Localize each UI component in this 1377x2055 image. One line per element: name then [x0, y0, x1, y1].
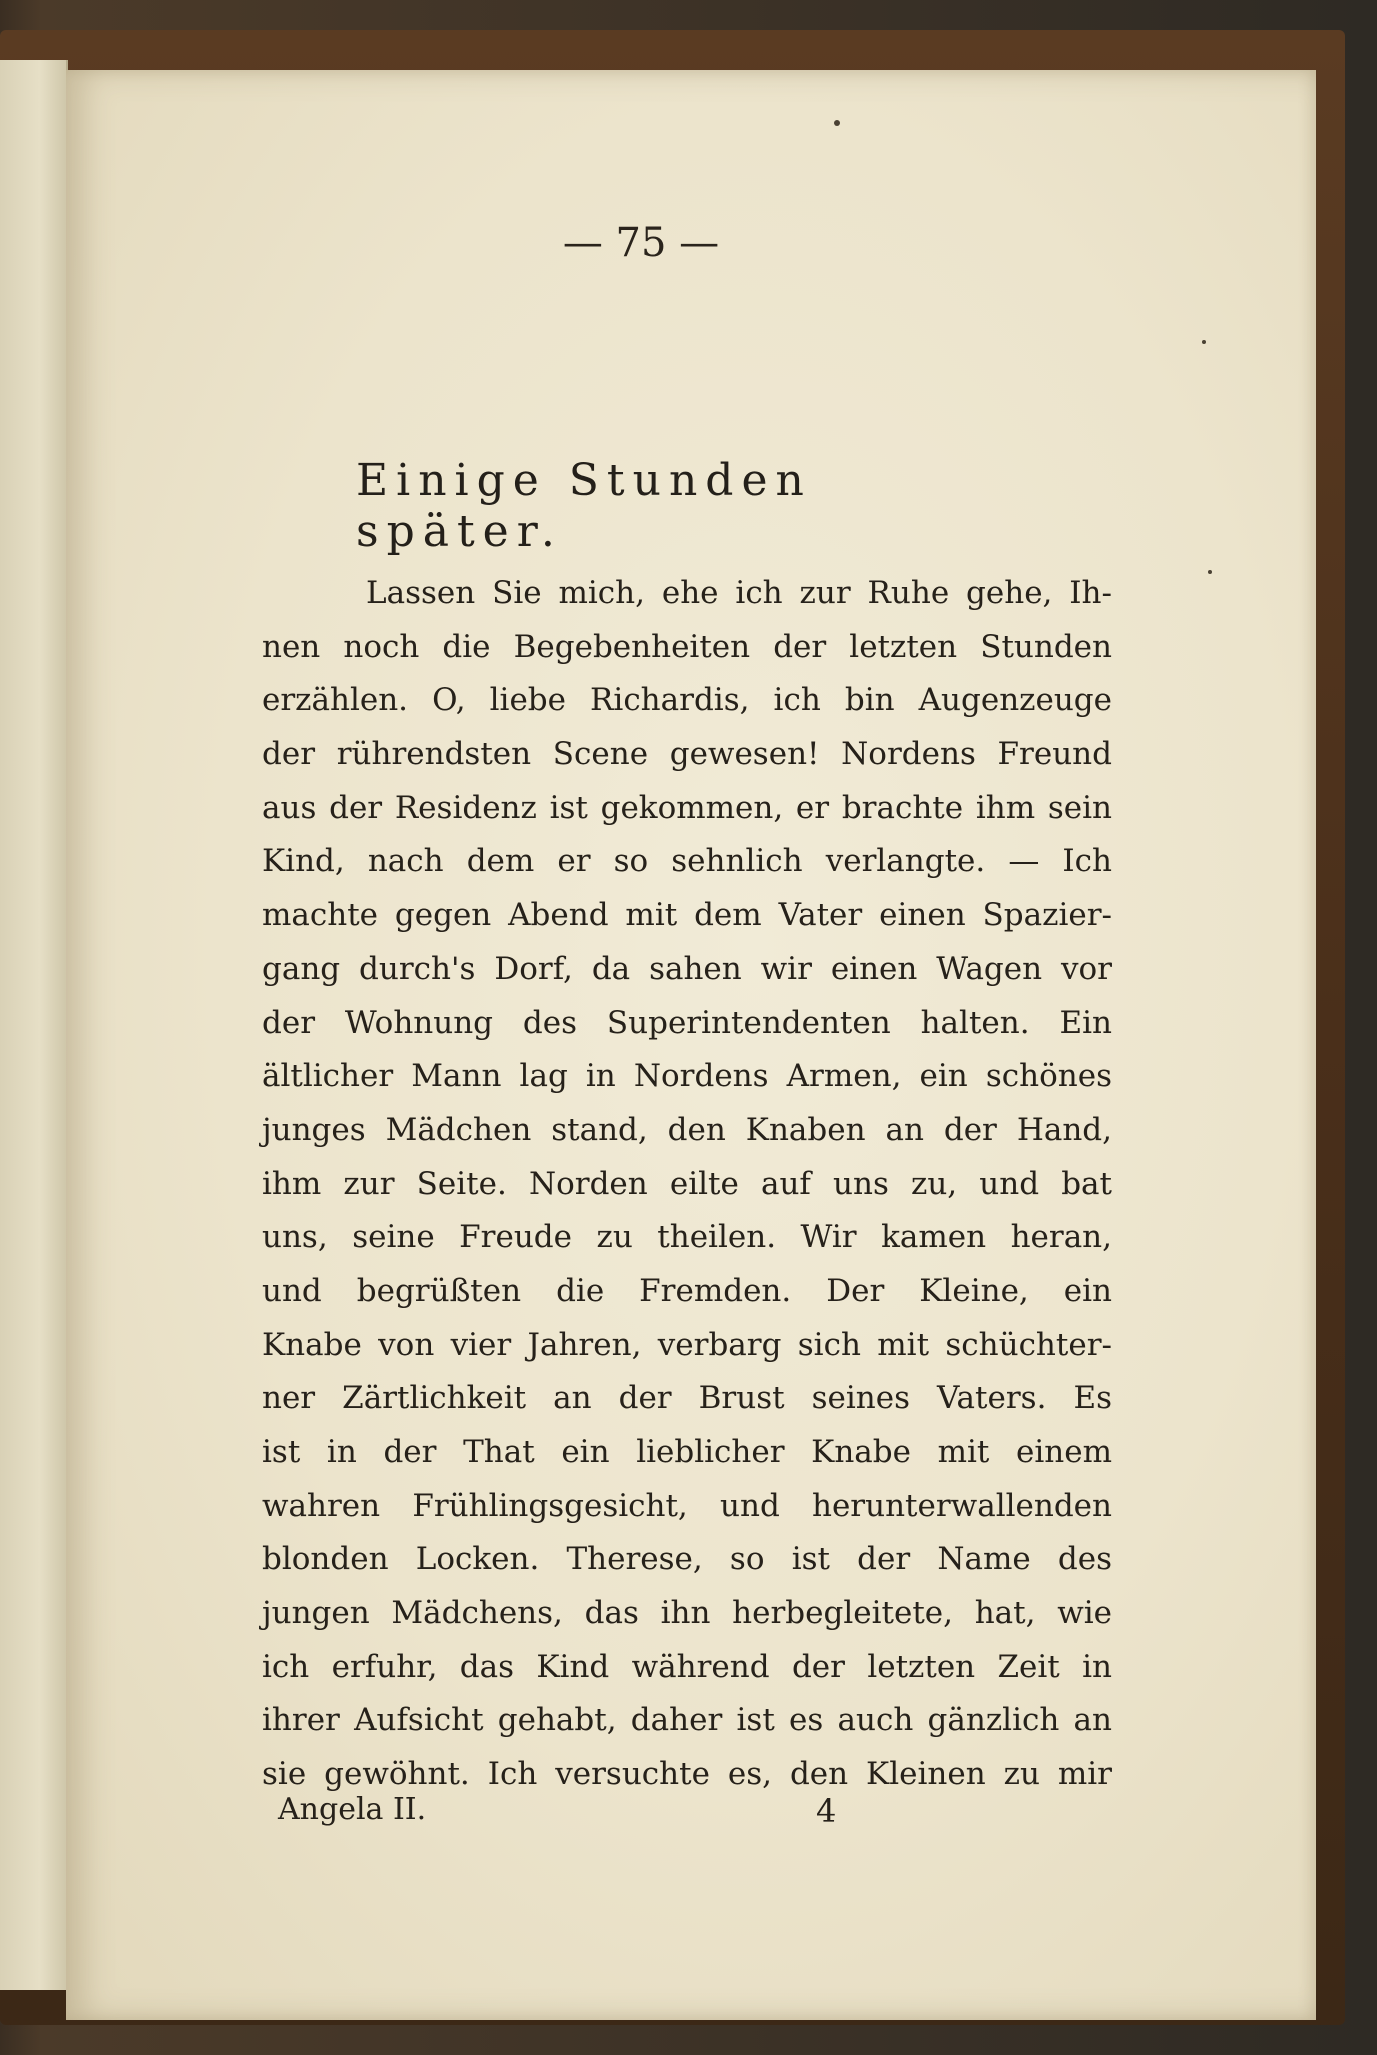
text-line: ist in der That ein lieblicher Knabe mit einem	[262, 1434, 1112, 1470]
text-line: uns, seine Freude zu theilen. Wir kamen heran,	[262, 1219, 1112, 1256]
text-line: aus der Residenz ist gekommen, er brachte ihm sein	[262, 789, 1112, 826]
text-line: erzählen. O, liebe Richardis, ich bin Augenzeuge	[262, 682, 1112, 719]
text-line: der rührendsten Scene gewesen! Nordens Freund	[262, 736, 1112, 773]
text-line: ner Zärtlichkeit an der Brust seines Vaters. Es	[262, 1380, 1112, 1417]
left-page-edge	[0, 60, 68, 1990]
text-line: und begrüßten die Fremden. Der Kleine, ein	[262, 1272, 1112, 1309]
body-text	[262, 567, 1112, 1802]
text-line: wahren Frühlingsgesicht, und herunterwallenden	[262, 1487, 1112, 1524]
paper-speck	[1202, 340, 1206, 344]
text-line: der Wohnung des Superintendenten halten. Ein	[262, 1004, 1112, 1041]
page-number: — 75 —	[562, 220, 720, 266]
text-line: Kind, nach dem er so sehnlich verlangte. — Ich	[262, 843, 1112, 880]
text-line: blonden Locken. Therese, so ist der Name des	[262, 1541, 1112, 1578]
text-line: Lassen Sie mich, ehe ich zur Ruhe gehe, Ih-	[366, 575, 1112, 611]
signature-mark: Angela II.	[278, 1792, 427, 1827]
text-line: Knabe von vier Jahren, verbarg sich mit schüchter-	[262, 1326, 1112, 1363]
paper-speck	[834, 120, 840, 126]
text-line: jungen Mädchens, das ihn herbegleitete, hat, wie	[262, 1595, 1112, 1632]
text-line: ihm zur Seite. Norden eilte auf uns zu, und bat	[262, 1165, 1112, 1202]
text-line: ihrer Aufsicht gehabt, daher ist es auch gänzlich an	[262, 1702, 1112, 1739]
section-heading: Einige Stunden später.	[356, 455, 812, 557]
text-line: ich erfuhr, das Kind während der letzten Zeit in	[262, 1648, 1112, 1685]
text-line: nen noch die Begebenheiten der letzten Stunden	[262, 628, 1112, 665]
book-page	[66, 70, 1316, 2020]
text-line: junges Mädchen stand, den Knaben an der Hand,	[262, 1111, 1112, 1148]
paper-speck	[1208, 570, 1212, 574]
text-line: ältlicher Mann lag in Nordens Armen, ein schönes	[262, 1058, 1112, 1095]
text-line: machte gegen Abend mit dem Vater einen Spazier-	[262, 897, 1112, 934]
text-line: sie gewöhnt. Ich versuchte es, den Kleinen zu mir	[262, 1756, 1112, 1793]
sheet-number: 4	[816, 1792, 837, 1830]
text-line: gang durch's Dorf, da sahen wir einen Wagen vor	[262, 950, 1112, 987]
